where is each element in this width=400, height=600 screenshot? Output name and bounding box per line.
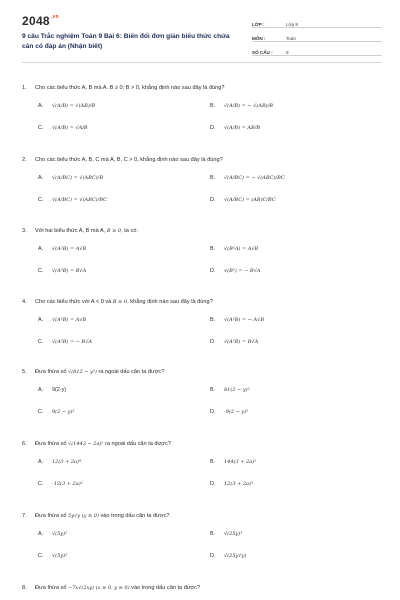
- option-expression: √(A²B) = B√A: [52, 268, 87, 274]
- option-label: B.: [210, 531, 216, 537]
- question-text-tail: khẳng định nào sau đây là đúng?: [130, 299, 213, 305]
- question-8: [22, 584, 382, 592]
- question-number: 3.: [22, 228, 27, 234]
- question-stem: [22, 298, 382, 306]
- meta-value: Toán: [286, 36, 296, 41]
- question-math: 5y√y (y ≥ 0): [66, 513, 101, 519]
- answer-option-c[interactable]: [38, 197, 107, 203]
- option-expression: √(A²B) = B√A: [224, 339, 259, 345]
- question-6: [22, 440, 382, 487]
- question-5: [22, 368, 382, 415]
- answer-option-c[interactable]: [38, 125, 88, 131]
- question-stem: [22, 156, 382, 164]
- option-expression: 12(3 + 2a)⁴: [52, 459, 81, 465]
- answer-option-b[interactable]: [210, 246, 258, 252]
- option-expression: √(A/BC) = √(ABC)/B: [52, 175, 103, 181]
- meta-value: Lớp 9: [286, 22, 298, 27]
- answer-option-b[interactable]: [210, 103, 273, 109]
- meta-key: MÔN :: [252, 36, 266, 41]
- question-text-tail: vào trong dấu căn ta được?: [100, 513, 170, 519]
- option-expression: √(5y)²: [52, 531, 68, 537]
- option-label: A.: [38, 459, 44, 465]
- answer-option-b[interactable]: [210, 387, 250, 393]
- meta-key: LỚP :: [252, 22, 265, 27]
- option-label: B.: [210, 387, 216, 393]
- meta-row-subject: [252, 28, 382, 42]
- question-text-tail: ra ngoài dấu căn ta được?: [98, 369, 165, 375]
- brand-suffix: .vn: [50, 14, 60, 20]
- option-expression: √(A²B) = A√B: [52, 246, 87, 252]
- question-number: 4.: [22, 299, 27, 305]
- brand-name: 2048: [22, 14, 50, 28]
- option-expression: √(A²B) = − A√B: [224, 317, 264, 323]
- option-label: A.: [38, 531, 44, 537]
- question-text: Cho các biểu thức A, B mà A. B ≥ 0; B > 0, khẳng định nào sau đây là đúng?: [35, 85, 225, 91]
- option-expression: √(25y√y): [224, 553, 247, 559]
- option-label: C.: [38, 409, 44, 415]
- option-label: A.: [38, 317, 44, 323]
- option-label: D.: [210, 409, 216, 415]
- answer-option-b[interactable]: [210, 317, 264, 323]
- question-number: 1.: [22, 85, 27, 91]
- option-expression: √(A/BC) = √(ABC)/BC: [52, 197, 107, 203]
- answer-option-a[interactable]: [38, 103, 95, 109]
- question-text: Đưa thừa số: [35, 369, 67, 375]
- meta-box: [252, 14, 382, 56]
- answer-option-c[interactable]: [38, 553, 67, 559]
- option-label: A.: [38, 246, 44, 252]
- question-math: √(812 − y²): [66, 369, 99, 375]
- answer-option-a[interactable]: [38, 175, 103, 181]
- answer-option-a[interactable]: [38, 531, 67, 537]
- question-stem: [22, 368, 382, 376]
- answer-option-b[interactable]: [210, 531, 242, 537]
- option-label: D.: [210, 481, 216, 487]
- question-7: [22, 512, 382, 559]
- option-label: A.: [38, 387, 44, 393]
- option-label: D.: [210, 553, 216, 559]
- answer-option-d[interactable]: [210, 197, 276, 203]
- option-label: D.: [210, 339, 216, 345]
- option-expression: √(5y)³: [52, 553, 68, 559]
- answer-option-d[interactable]: [210, 481, 253, 487]
- option-expression: √(A²B) = A√B: [52, 317, 87, 323]
- answer-option-a[interactable]: [38, 459, 81, 465]
- question-math: B ≥ 0,: [111, 299, 131, 305]
- meta-row-count: [252, 42, 382, 56]
- question-text-tail: ta có:: [124, 228, 138, 234]
- answer-option-c[interactable]: [38, 268, 86, 274]
- answer-option-b[interactable]: [210, 175, 285, 181]
- question-text: Cho các biểu thức với A < 0 và: [35, 299, 112, 305]
- question-2: [22, 156, 382, 203]
- question-number: 8.: [22, 585, 27, 591]
- question-text: Cho các biểu thức A, B, C mà A, B, C > 0, khẳng định nào sau đây là đúng?: [35, 157, 223, 163]
- option-label: B.: [210, 175, 216, 181]
- option-label: D.: [210, 268, 216, 274]
- answer-option-c[interactable]: [38, 481, 83, 487]
- question-stem: [22, 584, 382, 592]
- option-expression: √(A/B) = − √(AB)/B: [224, 103, 273, 109]
- question-math: −7x√(2xy) (x ≥ 0, y ≥ 0): [66, 585, 132, 591]
- answer-option-d[interactable]: [210, 125, 260, 131]
- option-label: C.: [38, 197, 44, 203]
- question-text-tail: vào trong dấu căn ta được?: [131, 585, 201, 591]
- option-label: B.: [210, 103, 216, 109]
- option-expression: 144(3 + 2a)²: [224, 459, 257, 465]
- meta-key: SỐ CÂU :: [252, 50, 273, 55]
- question-stem: [22, 227, 382, 235]
- question-stem: [22, 440, 382, 448]
- option-expression: √(A/B) = √A/B: [52, 125, 88, 131]
- option-expression: -12(3 + 2a)²: [52, 481, 83, 487]
- header-divider: [22, 62, 382, 63]
- answer-option-d[interactable]: [210, 268, 260, 274]
- question-number: 5.: [22, 369, 27, 375]
- question-1: [22, 84, 382, 131]
- option-expression: -9(2 − y)²: [224, 409, 249, 415]
- meta-value: 9: [286, 50, 289, 55]
- option-expression: √(A/BC) = − √(ABC)/BC: [224, 175, 285, 181]
- question-math: B ≥ 0,: [105, 228, 125, 234]
- option-expression: √(A/BC) = (AB)C/BC: [224, 197, 276, 203]
- answer-option-b[interactable]: [210, 459, 256, 465]
- answer-option-a[interactable]: [38, 317, 86, 323]
- answer-option-d[interactable]: [210, 339, 258, 345]
- option-label: C.: [38, 268, 44, 274]
- question-4: [22, 298, 382, 345]
- question-text-tail: ra ngoài dấu căn ta được?: [104, 441, 171, 447]
- question-text: Đưa thừa số: [35, 513, 67, 519]
- option-expression: √(B²) = − B√A: [224, 268, 261, 274]
- option-expression: √(A/B) = AB/B: [224, 125, 261, 131]
- option-expression: 9(2 − y)²: [52, 409, 75, 415]
- option-expression: √(25y)³: [224, 531, 243, 537]
- question-stem: [22, 84, 382, 92]
- option-label: B.: [210, 459, 216, 465]
- answer-option-c[interactable]: [38, 409, 74, 415]
- question-3: [22, 227, 382, 274]
- option-expression: 81(2 − y)²: [224, 387, 250, 393]
- answer-option-c[interactable]: [38, 339, 92, 345]
- option-expression: √(B²A) = A√B: [224, 246, 259, 252]
- option-label: A.: [38, 175, 44, 181]
- question-text: Đưa thừa số: [35, 441, 67, 447]
- brand-logo[interactable]: [22, 14, 59, 28]
- option-expression: 9(2-y): [52, 387, 67, 393]
- question-stem: [22, 512, 382, 520]
- option-label: D.: [210, 125, 216, 131]
- option-label: C.: [38, 553, 44, 559]
- option-expression: √(A/B) = √(AB)/B: [52, 103, 96, 109]
- option-label: A.: [38, 103, 44, 109]
- option-label: C.: [38, 481, 44, 487]
- option-label: C.: [38, 339, 44, 345]
- question-text: Đưa thừa số: [35, 585, 67, 591]
- answer-option-a[interactable]: [38, 246, 86, 252]
- option-expression: 12(3 + 2a)²: [224, 481, 253, 487]
- question-math: √(1443 − 2a)²: [66, 441, 105, 447]
- question-number: 6.: [22, 441, 27, 447]
- question-number: 2.: [22, 157, 27, 163]
- question-number: 7.: [22, 513, 27, 519]
- option-label: D.: [210, 197, 216, 203]
- answer-option-a[interactable]: [38, 387, 66, 393]
- option-label: B.: [210, 317, 216, 323]
- question-text: Với hai biểu thức A, B mà A,: [35, 228, 106, 234]
- option-label: C.: [38, 125, 44, 131]
- document-title: 9 câu Trắc nghiệm Toán 9 Bài 6: Biến đổi đơn giản biểu thức chứa căn có đáp án (Nhận biết): [22, 33, 230, 50]
- answer-option-d[interactable]: [210, 553, 246, 559]
- answer-option-d[interactable]: [210, 409, 248, 415]
- option-label: B.: [210, 246, 216, 252]
- option-expression: √(A²B) = − B√A: [52, 339, 92, 345]
- meta-row-class: [252, 14, 382, 28]
